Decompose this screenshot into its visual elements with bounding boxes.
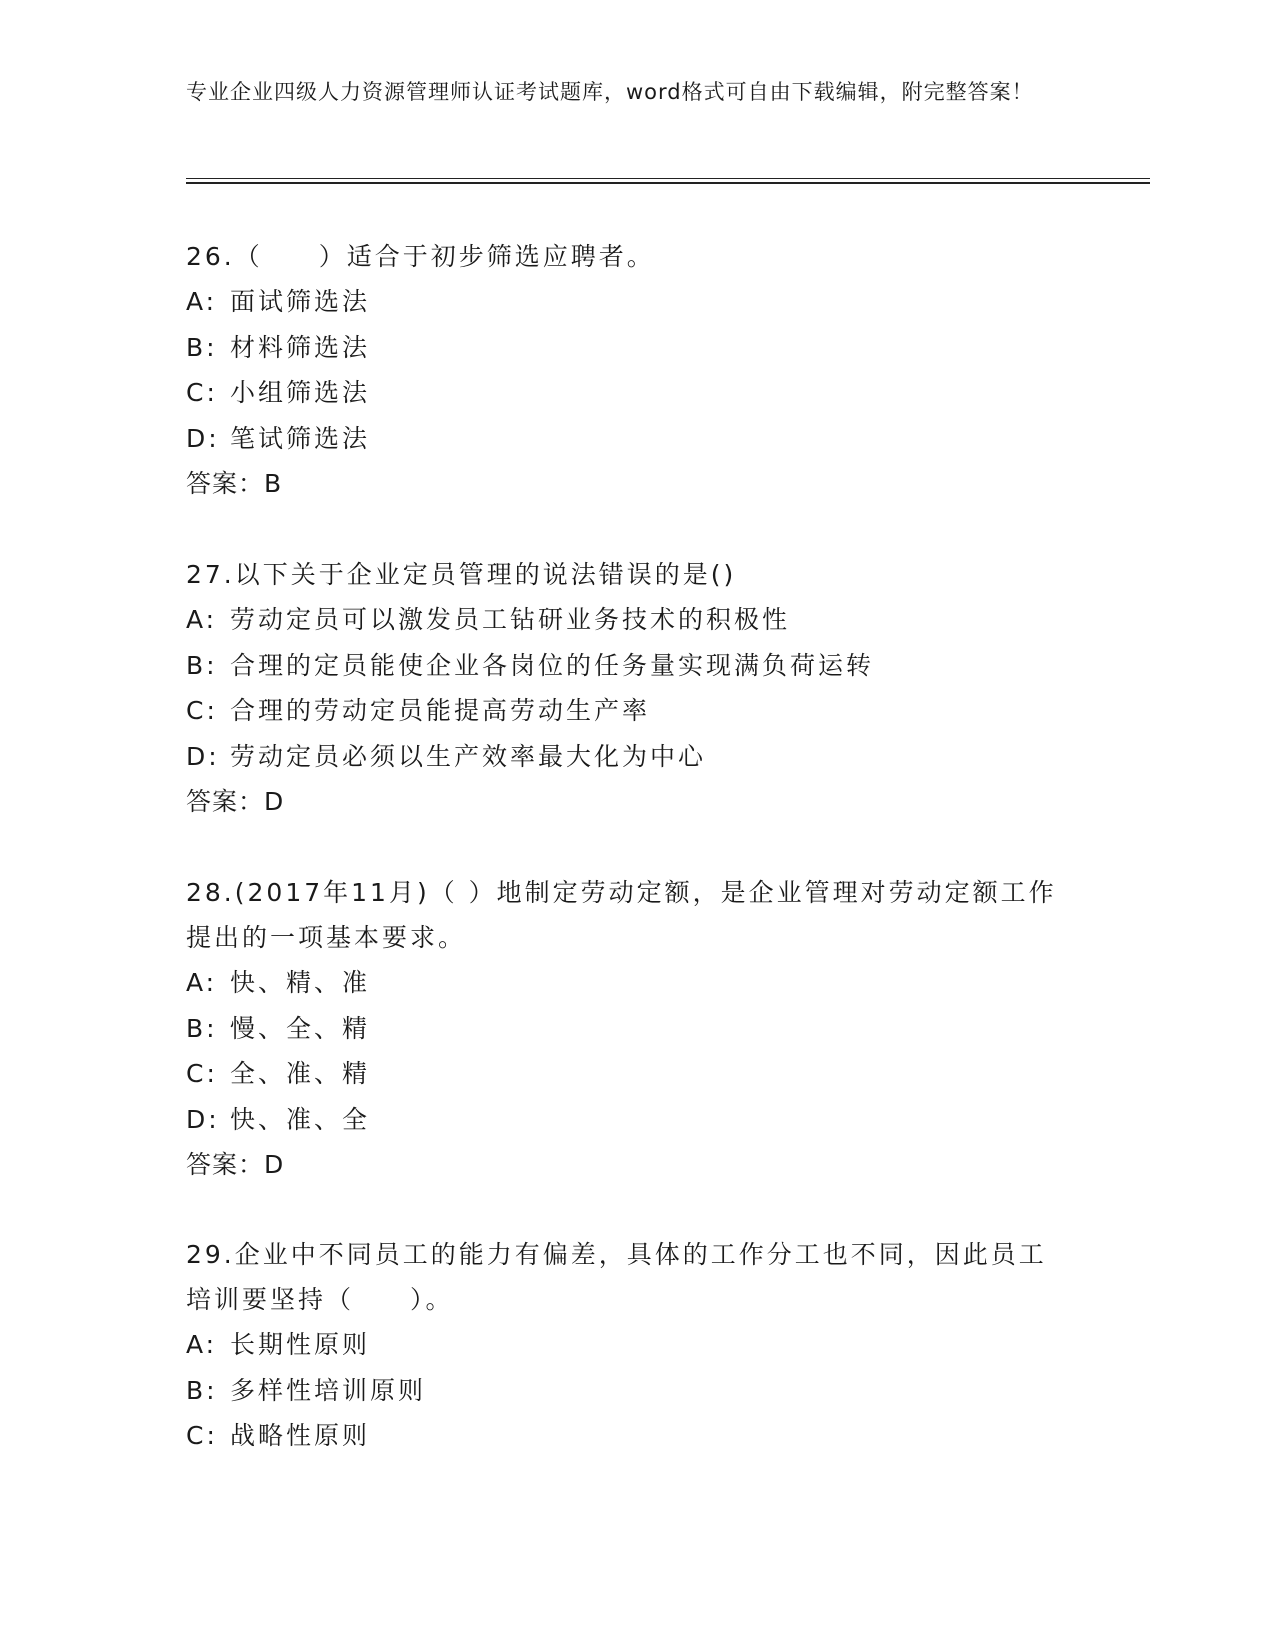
- question-27: [186, 552, 1066, 824]
- question-29: [186, 1232, 1066, 1459]
- question-stem: 27.以下关于企业定员管理的说法错误的是(): [186, 560, 737, 589]
- option-key: A:: [186, 287, 218, 316]
- option-b: [186, 1006, 1066, 1052]
- option-text: 合理的定员能使企业各岗位的任务量实现满负荷运转: [230, 650, 875, 680]
- option-key: D:: [186, 423, 220, 453]
- option-text: 劳动定员必须以生产效率最大化为中心: [230, 741, 707, 771]
- option-key: D:: [186, 741, 220, 771]
- option-text: 长期性原则: [230, 1330, 371, 1359]
- answer-line: 答案：D: [186, 1150, 285, 1179]
- option-key: A:: [186, 968, 218, 997]
- header-note: 专业企业四级人力资源管理师认证考试题库，word格式可自由下载编辑，附完整答案！: [186, 80, 1034, 104]
- option-a: [186, 279, 1066, 325]
- option-text: 材料筛选法: [230, 332, 371, 362]
- option-key: C:: [186, 378, 218, 407]
- option-key: B:: [186, 332, 218, 362]
- option-key: B:: [186, 1375, 218, 1405]
- option-text: 战略性原则: [230, 1421, 371, 1450]
- option-key: D:: [186, 1104, 220, 1134]
- option-a: [186, 1322, 1066, 1368]
- question-28: [186, 870, 1066, 1187]
- option-b: [186, 1368, 1066, 1414]
- option-key: C:: [186, 1421, 218, 1450]
- option-c: [186, 1051, 1066, 1097]
- option-d: [186, 416, 1066, 462]
- option-a: [186, 960, 1066, 1006]
- option-text: 全、准、精: [230, 1059, 371, 1088]
- option-c: [186, 370, 1066, 416]
- question-stem: 29.企业中不同员工的能力有偏差，具体的工作分工也不同，因此员工培训要坚持（ ）。: [186, 1240, 1047, 1314]
- option-key: A:: [186, 1330, 218, 1359]
- option-d: [186, 734, 1066, 780]
- option-b: [186, 643, 1066, 689]
- question-26: [186, 234, 1066, 506]
- option-text: 快、精、准: [230, 968, 371, 997]
- answer-line: 答案：D: [186, 787, 285, 816]
- option-key: B:: [186, 650, 218, 680]
- option-key: C:: [186, 696, 218, 725]
- question-stem: 26.（ ）适合于初步筛选应聘者。: [186, 242, 655, 271]
- question-stem: 28.(2017年11月)（ ）地制定劳动定额，是企业管理对劳动定额工作提出的一项基本要求。: [186, 878, 1057, 952]
- option-c: [186, 688, 1066, 734]
- option-text: 合理的劳动定员能提高劳动生产率: [230, 696, 651, 725]
- option-key: B:: [186, 1013, 218, 1043]
- option-key: A:: [186, 605, 218, 634]
- option-text: 笔试筛选法: [230, 423, 371, 453]
- option-text: 面试筛选法: [230, 287, 371, 316]
- option-text: 慢、全、精: [230, 1013, 371, 1043]
- option-b: [186, 325, 1066, 371]
- option-text: 多样性培训原则: [230, 1375, 427, 1405]
- header-divider-thick: [186, 182, 1150, 184]
- option-a: [186, 597, 1066, 643]
- option-c: [186, 1413, 1066, 1459]
- header-divider-thin: [186, 178, 1150, 179]
- option-text: 小组筛选法: [230, 378, 371, 407]
- option-text: 劳动定员可以激发员工钻研业务技术的积极性: [230, 605, 791, 634]
- option-text: 快、准、全: [230, 1104, 371, 1134]
- answer-line: 答案：B: [186, 469, 283, 498]
- option-d: [186, 1097, 1066, 1143]
- option-key: C:: [186, 1059, 218, 1088]
